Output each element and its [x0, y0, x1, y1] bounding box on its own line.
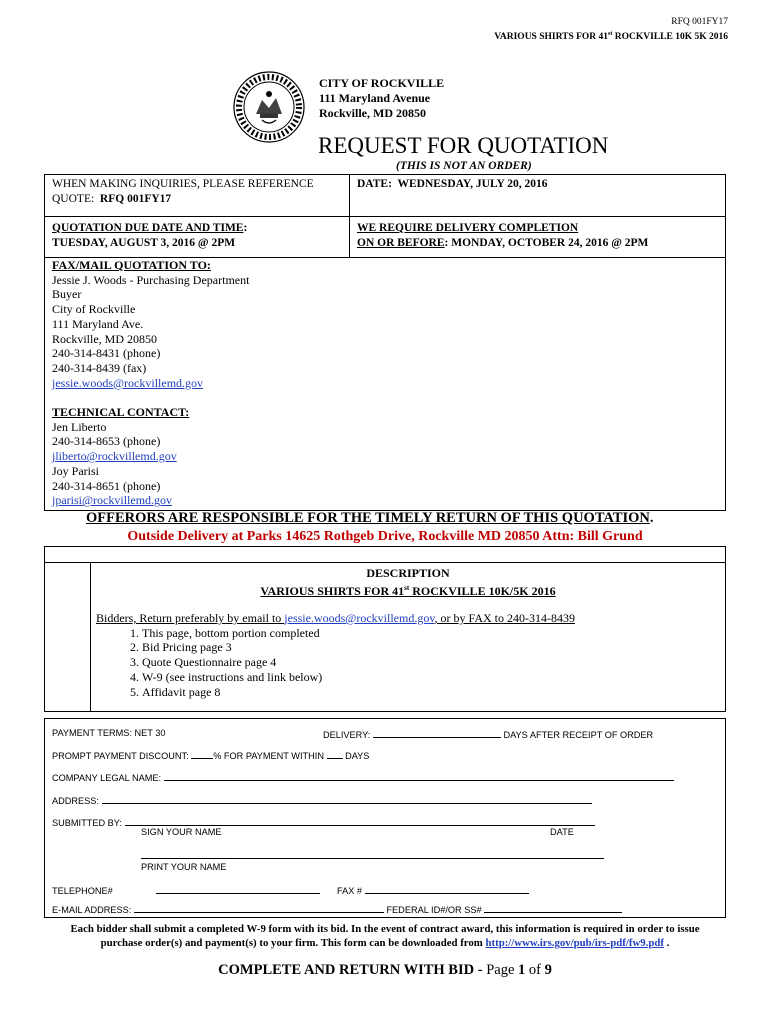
date-value: WEDNESDAY, JULY 20, 2016: [397, 178, 548, 190]
date-caption: DATE: [550, 827, 574, 837]
address-row: [52, 794, 592, 807]
not-order-note: (THIS IS NOT AN ORDER): [396, 160, 532, 172]
buyer-name: Jessie J. Woods - Purchasing Department: [52, 272, 250, 287]
address-label: ADDRESS:: [52, 796, 99, 806]
desc-top-divider: [44, 562, 726, 563]
discount-percent-input[interactable]: [191, 749, 213, 759]
footer-page-total: 9: [544, 962, 552, 978]
date-label: DATE:: [357, 178, 392, 190]
technical-heading: TECHNICAL CONTACT:: [52, 405, 190, 419]
telephone-label: TELEPHONE#: [52, 886, 113, 896]
desc-sub-sup: st: [404, 584, 410, 592]
payment-terms: PAYMENT TERMS: NET 30: [52, 728, 166, 738]
prompt-label: PROMPT PAYMENT DISCOUNT:: [52, 751, 189, 761]
prompt-post: DAYS: [345, 751, 370, 761]
email-row: [52, 903, 622, 916]
due-value: TUESDAY, AUGUST 3, 2016 @ 2PM: [52, 237, 236, 249]
fax-input[interactable]: [365, 884, 529, 894]
org-street: 111 Maryland Avenue: [319, 91, 431, 105]
list-item: 2. Bid Pricing page 3: [142, 640, 716, 655]
buyer-title: Buyer: [52, 287, 82, 302]
prompt-mid: % FOR PAYMENT WITHIN: [213, 751, 324, 761]
responsible-text: OFFERORS ARE RESPONSIBLE FOR THE TIMELY RETURN OF THIS QUOTATION: [86, 510, 650, 526]
telephone-row: [52, 884, 529, 897]
delivery-days-row: [323, 728, 653, 741]
page-footer: [0, 962, 770, 979]
desc-sub-pre: VARIOUS SHIRTS FOR 41: [260, 584, 405, 598]
delivery-req-label: WE REQUIRE DELIVERY COMPLETION: [357, 222, 579, 234]
quote-value: RFQ 001FY17: [99, 193, 172, 205]
due-date: [52, 221, 247, 251]
w9-line2-post: .: [663, 937, 670, 949]
contact1-phone: 240-314-8653 (phone): [52, 434, 161, 449]
telephone-input[interactable]: [156, 884, 320, 894]
desc-sub-post: ROCKVILLE 10K/5K 2016: [409, 584, 556, 598]
delivery-requirement: [357, 221, 648, 251]
quote-ref: [52, 192, 344, 207]
buyer-email-link[interactable]: jessie.woods@rockvillemd.gov: [52, 375, 204, 390]
buyer-org: City of Rockville: [52, 302, 136, 317]
w9-download-link[interactable]: http://www.irs.gov/pub/irs-pdf/fw9.pdf: [485, 937, 664, 949]
due-label: QUOTATION DUE DATE AND TIME: [52, 222, 244, 234]
quote-label: QUOTE:: [52, 193, 95, 205]
subject-header: [494, 28, 728, 43]
list-item: 3. Quote Questionnaire page 4: [142, 655, 716, 670]
buyer-street: 111 Maryland Ave.: [52, 316, 144, 331]
responsible-notice: [86, 510, 654, 527]
contact2-phone: 240-314-8651 (phone): [52, 478, 161, 493]
org-name: CITY OF ROCKVILLE: [319, 76, 445, 90]
w9-line1: Each bidder shall submit a completed W-9 form with its bid. In the event of contract award, this information is required in order to issue: [70, 923, 700, 935]
submitted-row: [52, 816, 595, 829]
delivery-days-input[interactable]: [373, 728, 501, 738]
footer-of: of: [525, 962, 545, 978]
contact1-email-link[interactable]: jliberto@rockvillemd.gov: [52, 449, 177, 464]
contact2-name: Joy Parisi: [52, 463, 100, 478]
footer-text: COMPLETE AND RETURN WITH BID -: [218, 962, 487, 978]
company-row: [52, 771, 674, 784]
responsible-end: .: [649, 510, 654, 526]
subject-pre: VARIOUS SHIRTS FOR 41: [494, 32, 609, 43]
footer-page-number: 1: [518, 962, 526, 978]
list-item: 4. W-9 (see instructions and link below): [142, 670, 716, 685]
delivery-req-value: : MONDAY, OCTOBER 24, 2016 @ 2PM: [444, 237, 649, 249]
org-city: Rockville, MD 20850: [319, 106, 426, 120]
delivery-req-label2: ON OR BEFORE: [357, 237, 445, 249]
buyer-fax: 240-314-8439 (fax): [52, 360, 147, 375]
list-item: 1. This page, bottom portion completed: [142, 626, 716, 641]
due-colon: :: [243, 222, 248, 234]
list-item: 5. Affidavit page 8: [142, 685, 716, 700]
sign-your-name-caption: SIGN YOUR NAME: [141, 827, 222, 837]
contact2-email-link[interactable]: jparisi@rockvillemd.gov: [52, 493, 173, 508]
inquiry-note: [52, 177, 344, 207]
signature-input[interactable]: [125, 816, 595, 826]
buyer-city: Rockville, MD 20850: [52, 331, 157, 346]
info-row-divider: [44, 216, 726, 217]
delivery-suffix: DAYS AFTER RECEIPT OF ORDER: [503, 730, 654, 740]
federal-id-label: FEDERAL ID#/OR SS#: [386, 905, 482, 915]
fax-label: FAX #: [337, 886, 363, 896]
return-items-list: [96, 626, 716, 700]
subject-sup: st: [608, 31, 613, 37]
buyer-phone: 240-314-8431 (phone): [52, 346, 161, 361]
email-input[interactable]: [134, 903, 384, 913]
technical-contact-section: [52, 405, 189, 508]
print-your-name-caption: PRINT YOUR NAME: [141, 862, 227, 872]
w9-line2-pre: purchase order(s) and payment(s) to your firm. This form can be downloaded from: [100, 937, 486, 949]
footer-page-word: Page: [486, 962, 518, 978]
bidders-instructions: [96, 611, 716, 699]
bidders-line: [96, 611, 716, 626]
delivery-label: DELIVERY:: [323, 730, 371, 740]
company-name-input[interactable]: [164, 771, 674, 781]
description-subheading: [90, 581, 726, 599]
bidders-post: , or by FAX to 240-314-8439: [434, 611, 575, 625]
federal-id-input[interactable]: [484, 903, 622, 913]
email-label: E-MAIL ADDRESS:: [52, 905, 132, 915]
contact1-name: Jen Liberto: [52, 419, 107, 434]
org-address: [319, 76, 444, 121]
print-name-input[interactable]: [141, 858, 604, 859]
bidders-email-link[interactable]: jessie.woods@rockvillemd.gov: [284, 611, 435, 625]
submitted-label: SUBMITTED BY:: [52, 818, 122, 828]
inquiry-text: WHEN MAKING INQUIRIES, PLEASE REFERENCE: [52, 178, 314, 190]
page-title: REQUEST FOR QUOTATION: [318, 133, 609, 158]
description-heading: DESCRIPTION: [366, 566, 450, 580]
company-label: COMPANY LEGAL NAME:: [52, 773, 162, 783]
city-seal-icon: [232, 70, 306, 144]
bidders-pre: Bidders, Return preferably by email to: [96, 611, 285, 625]
discount-days-input[interactable]: [327, 749, 343, 759]
subject-post: ROCKVILLE 10K 5K 2016: [612, 32, 728, 43]
fax-mail-section: [52, 258, 249, 390]
issue-date: [357, 177, 548, 192]
rfq-number-header: RFQ 001FY17: [671, 17, 728, 27]
outside-delivery-notice: Outside Delivery at Parks 14625 Rothgeb Drive, Rockville MD 20850 Attn: Bill Grund: [127, 529, 643, 544]
w9-line2: [30, 936, 740, 950]
w9-notice: [30, 922, 740, 950]
prompt-discount-row: [52, 749, 369, 762]
address-input[interactable]: [102, 794, 592, 804]
fax-mail-heading: FAX/MAIL QUOTATION TO:: [52, 258, 211, 272]
